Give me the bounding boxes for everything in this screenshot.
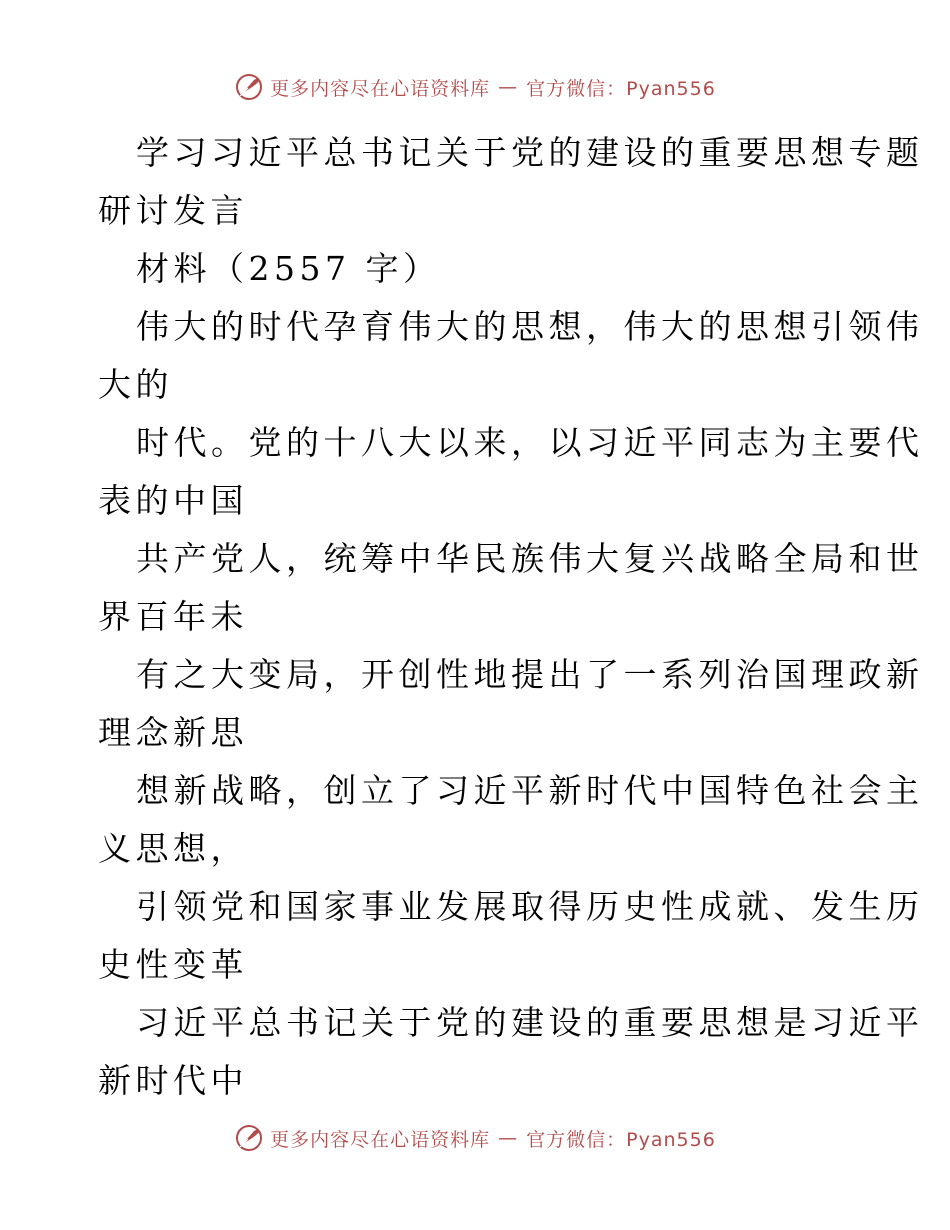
- document-line: 想新战略，创立了习近平新时代中国特色社会主: [136, 771, 924, 810]
- document-line: 学习习近平总书记关于党的建设的重要思想专题: [136, 133, 924, 172]
- document-line: 理念新思: [98, 713, 248, 752]
- document-line: 时代。党的十八大以来，以习近平同志为主要代: [136, 423, 924, 462]
- document-line: 共产党人，统筹中华民族伟大复兴战略全局和世: [136, 539, 924, 578]
- watermark-dash: —: [498, 1127, 519, 1149]
- document-line: 材料（2557 字）: [136, 249, 441, 288]
- watermark-left-text: 更多内容尽在心语资料库: [270, 77, 491, 100]
- document-line: 义思想，: [98, 829, 248, 868]
- feather-pen-logo-icon: [234, 1123, 264, 1153]
- watermark-right-text: 官方微信：Pyan556: [526, 77, 716, 100]
- document-line: 引领党和国家事业发展取得历史性成就、发生历: [136, 887, 924, 926]
- watermark-right-text: 官方微信：Pyan556: [526, 1128, 716, 1151]
- document-line: 表的中国: [98, 481, 248, 520]
- document-line: 界百年未: [98, 597, 248, 636]
- document-body: [98, 124, 924, 1110]
- document-line: 伟大的时代孕育伟大的思想，伟大的思想引领伟: [136, 307, 924, 346]
- document-line: 史性变革: [98, 945, 248, 984]
- feather-pen-logo-icon: [234, 72, 264, 102]
- footer-watermark: [0, 1123, 950, 1153]
- document-line: 大的: [98, 365, 173, 404]
- document-line: 研讨发言: [98, 191, 248, 230]
- document-line: 新时代中: [98, 1061, 248, 1100]
- document-line: 习近平总书记关于党的建设的重要思想是习近平: [136, 1003, 924, 1042]
- watermark-left-text: 更多内容尽在心语资料库: [270, 1128, 491, 1151]
- header-watermark: [0, 72, 950, 102]
- watermark-dash: —: [498, 76, 519, 98]
- document-line: 有之大变局，开创性地提出了一系列治国理政新: [136, 655, 924, 694]
